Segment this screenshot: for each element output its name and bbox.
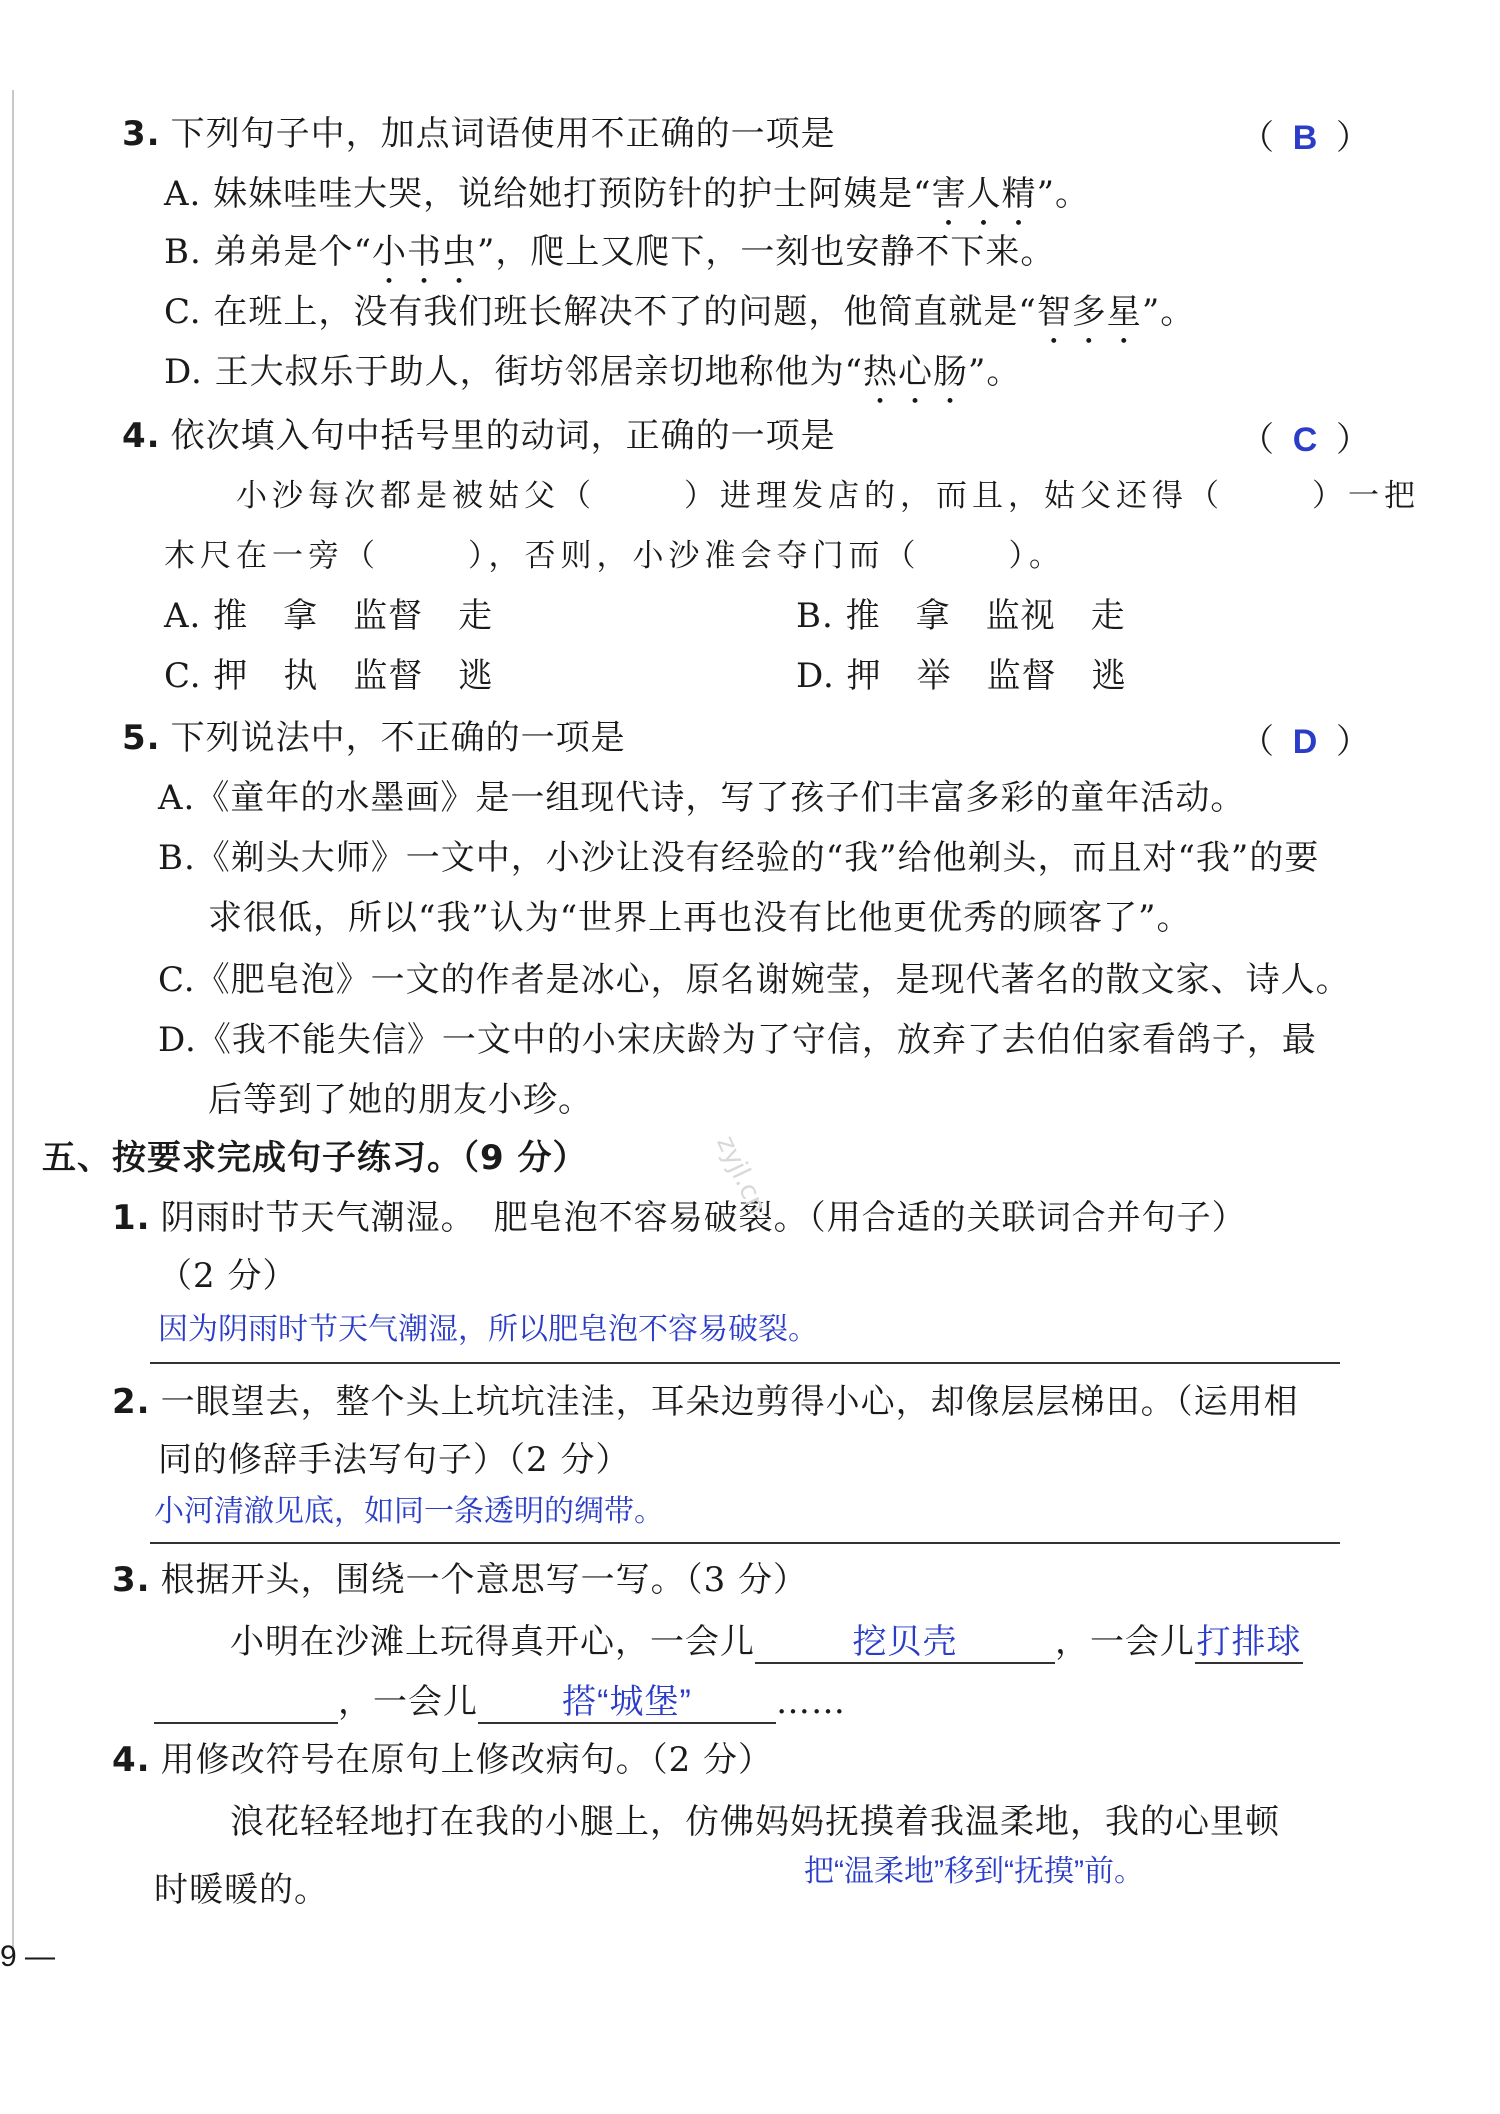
q5-answer-paren: （ D ） (1240, 722, 1370, 762)
s1-score: （2 分） (158, 1256, 298, 1296)
q5-option-a: A.《童年的水墨画》是一组现代诗，写了孩子们丰富多彩的童年活动。 (158, 778, 1246, 818)
q5-option-c: C.《肥皂泡》一文的作者是冰心，原名谢婉莹，是现代著名的散文家、诗人。 (158, 960, 1351, 1000)
q3-option-c: C. 在班上，没有我们班长解决不了的问题，他简直就是“智多星”。 (164, 292, 1196, 332)
s3-prompt: 3. 根据开头，围绕一个意思写一写。（3 分） (112, 1560, 809, 1600)
q4-option-a: A. 推 拿 监督 走 (164, 596, 494, 636)
binding-line (12, 90, 14, 1950)
s1-answer-line (150, 1362, 1340, 1364)
q5-answer: D (1292, 723, 1318, 761)
q5-option-b: B.《剃头大师》一文中，小沙让没有经验的“我”给他剃头，而且对“我”的要 (158, 838, 1320, 878)
q4-answer: C (1292, 421, 1318, 459)
q3-option-d: D. 王大叔乐于助人，街坊邻居亲切地称他为“热心肠”。 (164, 352, 1022, 392)
q3-answer: B (1292, 119, 1318, 157)
q4-option-c: C. 押 执 监督 逃 (164, 656, 494, 696)
s2-prompt: 2. 一眼望去，整个头上坑坑洼洼，耳朵边剪得小心，却像层层梯田。（运用相 (112, 1382, 1299, 1422)
s4-answer: 把“温柔地”移到“抚摸”前。 (804, 1855, 1144, 1888)
s1-prompt: 1. 阴雨时节天气潮湿。 肥皂泡不容易破裂。（用合适的关联词合并句子） (112, 1198, 1247, 1238)
s4-sentence-line2: 时暖暖的。 (154, 1870, 329, 1910)
s2-answer-line (150, 1542, 1340, 1544)
q4-answer-paren: （ C ） (1240, 420, 1370, 460)
s2-answer: 小河清澈见底，如同一条透明的绸带。 (154, 1495, 664, 1528)
q4-stem: 4. 依次填入句中括号里的动词，正确的一项是 (122, 416, 836, 456)
q3-option-a: A. 妹妹哇哇大哭，说给她打预防针的护士阿姨是“害人精”。 (164, 174, 1090, 214)
s3-line1: 小明在沙滩上玩得真开心，一会儿 挖贝壳 ，一会儿打排球 (230, 1622, 1302, 1662)
q3-answer-paren: （ B ） (1240, 118, 1370, 158)
page-number: 9 — (0, 1940, 56, 1973)
section-title: 五、按要求完成句子练习。（9 分） (42, 1138, 588, 1178)
q4-sentence-line1: 小沙每次都是被姑父（ ）进理发店的，而且，姑父还得（ ）一把 (236, 478, 1420, 514)
q4-option-b: B. 推 拿 监视 走 (796, 596, 1126, 636)
q4-sentence-line2: 木尺在一旁（ ），否则，小沙准会夺门而（ ）。 (164, 538, 1065, 574)
q5-option-d-cont: 后等到了她的朋友小珍。 (208, 1080, 593, 1120)
s3-line2: ，一会儿 搭“城堡” …… (154, 1680, 846, 1724)
s1-answer: 因为阴雨时节天气潮湿，所以肥皂泡不容易破裂。 (158, 1313, 818, 1346)
q4-option-d: D. 押 举 监督 逃 (796, 656, 1127, 696)
q5-stem: 5. 下列说法中，不正确的一项是 (122, 718, 626, 758)
s3-blank-2: 打排球 (1196, 1623, 1302, 1661)
s4-prompt: 4. 用修改符号在原句上修改病句。（2 分） (112, 1740, 774, 1780)
s3-blank-1: 挖贝壳 (852, 1623, 958, 1661)
q3-stem: 3. 下列句子中，加点词语使用不正确的一项是 (122, 114, 836, 154)
q3-option-b: B. 弟弟是个“小书虫”，爬上又爬下，一刻也安静不下来。 (164, 232, 1056, 272)
s2-prompt-cont: 同的修辞手法写句子）（2 分） (158, 1440, 631, 1480)
watermark: zyjl.cn (710, 1131, 773, 1219)
s4-sentence-line1: 浪花轻轻地打在我的小腿上，仿佛妈妈抚摸着我温柔地，我的心里顿 (230, 1802, 1280, 1842)
q5-option-d: D.《我不能失信》一文中的小宋庆龄为了守信，放弃了去伯伯家看鸽子，最 (158, 1020, 1317, 1060)
s3-blank-3: 搭“城堡” (562, 1683, 692, 1721)
q5-option-b-cont: 求很低，所以“我”认为“世界上再也没有比他更优秀的顾客了”。 (208, 898, 1192, 938)
